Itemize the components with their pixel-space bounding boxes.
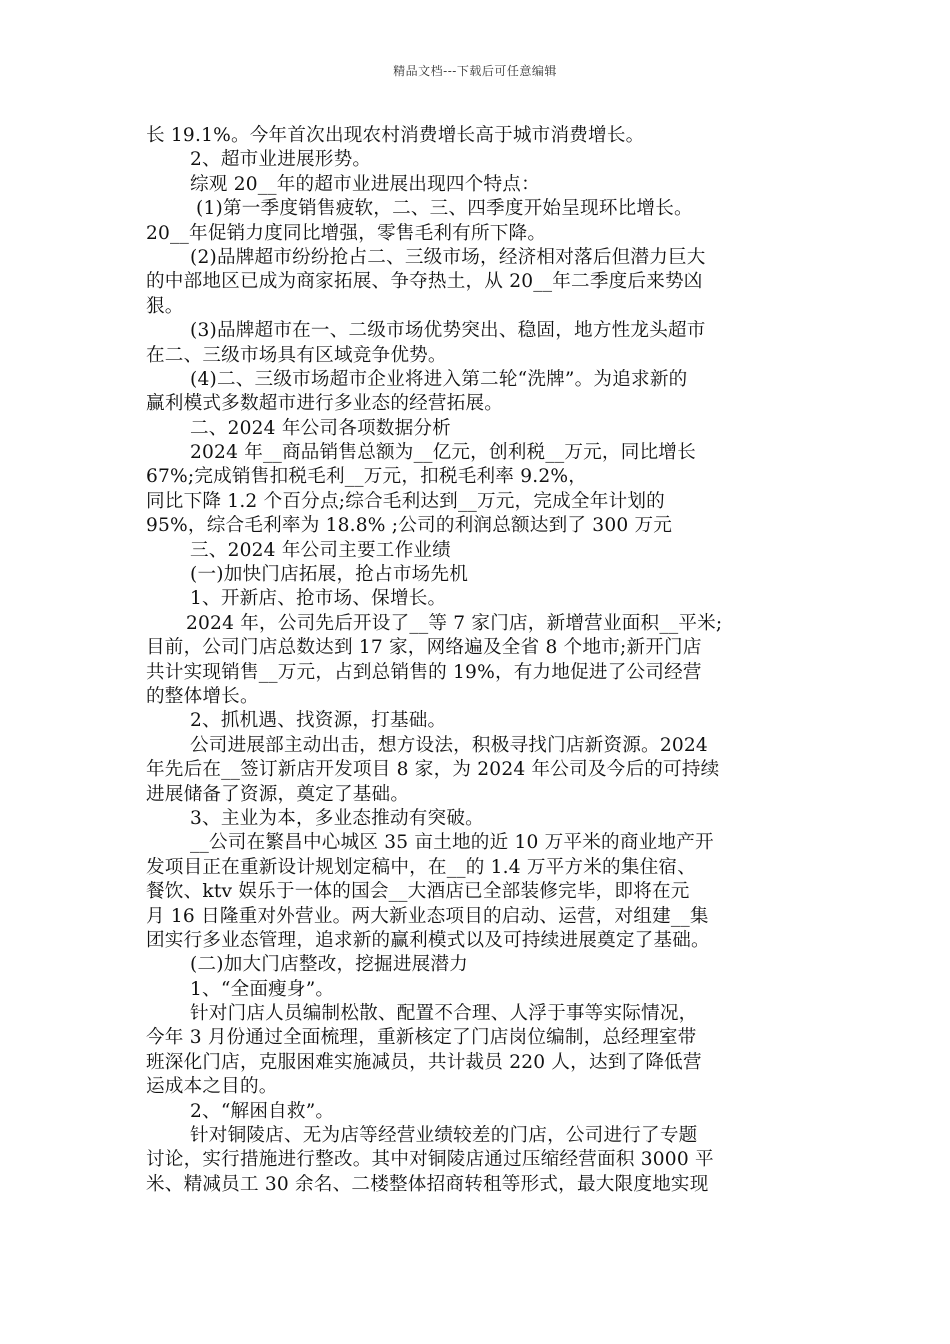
- text-line: (2)品牌超市纷纷抢占二、三级市场，经济相对落后但潜力巨大: [190, 246, 706, 268]
- text-line: 发项目正在重新设计规划定稿中，在__的 1.4 万平方米的集住宿、: [146, 856, 697, 878]
- text-line: 班深化门店，克服困难实施减员，共计裁员 220 人，达到了降低营: [146, 1051, 702, 1073]
- text-line: (4)二、三级市场超市企业将进入第二轮“洗牌”。为追求新的: [190, 368, 688, 390]
- text-line: 年先后在__签订新店开发项目 8 家，为 2024 年公司及今后的可持续: [146, 759, 720, 781]
- text-line: 目前，公司门店总数达到 17 家，网络遍及全省 8 个地市;新开门店: [146, 637, 702, 659]
- text-line: 讨论，实行措施进行整改。其中对铜陵店通过压缩经营面积 3000 平: [146, 1149, 714, 1171]
- text-line: 2024 年，公司先后开设了__等 7 家门店，新增营业面积__平米;: [186, 612, 723, 634]
- text-line: 餐饮、ktv 娱乐于一体的国会__大酒店已全部装修完毕，即将在元: [146, 881, 690, 903]
- text-line: 针对铜陵店、无为店等经营业绩较差的门店，公司进行了专题: [190, 1125, 698, 1147]
- subsection-heading: (二)加大门店整改，挖掘进展潜力: [190, 954, 469, 976]
- text-line: (1)第一季度销售疲软，二、三、四季度开始呈现环比增长。: [196, 198, 693, 220]
- text-line: 米、精减员工 30 余名、二楼整体招商转租等形式，最大限度地实现: [146, 1173, 709, 1195]
- text-line: 95%，综合毛利率为 18.8% ;公司的利润总额达到了 300 万元: [146, 515, 673, 537]
- text-line: 今年 3 月份通过全面梳理，重新核定了门店岗位编制，总经理室带: [146, 1027, 697, 1049]
- text-line: 20__年促销力度同比增强，零售毛利有所下降。: [146, 222, 547, 244]
- text-line: 2、“解困自救”。: [190, 1100, 335, 1122]
- document-body: [146, 124, 806, 1197]
- text-line: 2、超市业进展形势。: [190, 149, 372, 171]
- text-line: 针对门店人员编制松散、配置不合理、人浮于事等实际情况，: [190, 1003, 698, 1025]
- text-line: 公司进展部主动出击，想方设法，积极寻找门店新资源。2024: [190, 734, 708, 756]
- text-line: 共计实现销售__万元，占到总销售的 19%，有力地促进了公司经营: [146, 661, 702, 683]
- text-line: 进展储备了资源，奠定了基础。: [146, 783, 410, 805]
- text-line: __公司在繁昌中心城区 35 亩土地的近 10 万平米的商业地产开: [190, 832, 714, 854]
- text-line: 团实行多业态管理，追求新的赢利模式以及可持续进展奠定了基础。: [146, 929, 710, 951]
- text-line: 2、抓机遇、找资源，打基础。: [190, 710, 447, 732]
- subsection-heading: (一)加快门店拓展，抢占市场先机: [190, 564, 469, 586]
- text-line: 的中部地区已成为商家拓展、争夺热土，从 20__年二季度后来势凶: [146, 271, 703, 293]
- text-line: 67%;完成销售扣税毛利__万元，扣税毛利率 9.2%，: [146, 466, 588, 488]
- text-line: 月 16 日隆重对外营业。两大新业态项目的启动、运营，对组建__集: [146, 905, 709, 927]
- section-heading: 二、2024 年公司各项数据分析: [190, 417, 451, 439]
- section-heading: 三、2024 年公司主要工作业绩: [190, 539, 451, 561]
- text-line: 综观 20__年的超市业进展出现四个特点：: [190, 173, 540, 195]
- text-line: 同比下降 1.2 个百分点;综合毛利达到__万元，完成全年计划的: [146, 490, 665, 512]
- text-line: 1、“全面瘦身”。: [190, 978, 335, 1000]
- text-line: 长 19.1%。今年首次出现农村消费增长高于城市消费增长。: [146, 125, 645, 146]
- text-line: (3)品牌超市在一、二级市场优势突出、稳固，地方性龙头超市: [190, 320, 706, 342]
- text-line: 狠。: [146, 295, 184, 317]
- text-line: 在二、三级市场具有区域竞争优势。: [146, 344, 447, 366]
- page-header: 精品文档---下载后可任意编辑: [393, 64, 557, 78]
- text-line: 1、开新店、抢市场、保增长。: [190, 588, 447, 610]
- text-line: 赢利模式多数超市进行多业态的经营拓展。: [146, 393, 504, 415]
- text-line: 3、主业为本，多业态推动有突破。: [190, 807, 484, 829]
- text-line: 运成本之目的。: [146, 1076, 278, 1098]
- text-line: 2024 年__商品销售总额为__亿元，创利税__万元，同比增长: [190, 442, 696, 464]
- text-line: 的整体增长。: [146, 685, 259, 707]
